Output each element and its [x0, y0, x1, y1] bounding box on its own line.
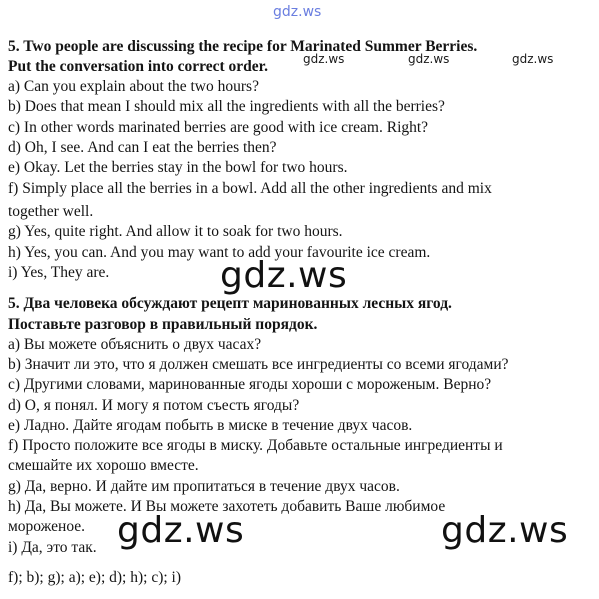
russian-item: мороженое. [8, 518, 86, 535]
english-item: e) Okay. Let the berries stay in the bowl for two hours. [8, 159, 348, 176]
russian-heading-line2: Поставьте разговор в правильный порядок. [8, 316, 318, 333]
english-item: c) In other words marinated berries are good with ice cream. Right? [8, 119, 429, 136]
english-heading-line2: Put the conversation into correct order. [8, 58, 268, 75]
english-heading-line1: 5. Two people are discussing the recipe for Marinated Summer Berries. [8, 38, 478, 55]
english-item: f) Simply place all the berries in a bowl. Add all the other ingredients and mix [8, 180, 492, 197]
english-item: g) Yes, quite right. And allow it to soak for two hours. [8, 223, 343, 240]
russian-item: смешайте их хорошо вместе. [8, 457, 199, 474]
russian-item: i) Да, это так. [8, 539, 97, 556]
english-item: a) Can you explain about the two hours? [8, 78, 259, 95]
russian-item: b) Значит ли это, что я должен смешать все ингредиенты со всеми ягодами? [8, 356, 509, 373]
watermark-top: gdz.ws [273, 4, 322, 20]
russian-heading-line1: 5. Два человека обсуждают рецепт маринованных лесных ягод. [8, 295, 452, 312]
watermark-big: gdz.ws [441, 510, 569, 551]
watermark-small: gdz.ws [512, 52, 554, 66]
russian-item: g) Да, верно. И дайте им пропитаться в течение двух часов. [8, 478, 400, 495]
russian-item: c) Другими словами, маринованные ягоды хороши с мороженым. Верно? [8, 376, 492, 393]
watermark-small: gdz.ws [408, 52, 450, 66]
english-item: d) Oh, I see. And can I eat the berries then? [8, 139, 277, 156]
watermark-big: gdz.ws [220, 255, 348, 296]
russian-item: e) Ладно. Дайте ягодам побыть в миске в течение двух часов. [8, 417, 413, 434]
russian-item: a) Вы можете объяснить о двух часах? [8, 336, 262, 353]
english-item: together well. [8, 203, 94, 220]
english-item: b) Does that mean I should mix all the ingredients with all the berries? [8, 98, 445, 115]
english-item: h) Yes, you can. And you may want to add your favourite ice cream. [8, 244, 431, 261]
answer-sequence: f); b); g); a); e); d); h); c); i) [8, 569, 182, 586]
russian-item: d) О, я понял. И могу я потом съесть ягоды? [8, 397, 300, 414]
english-item: i) Yes, They are. [8, 264, 110, 281]
russian-item: h) Да, Вы можете. И Вы можете захотеть добавить Ваше любимое [8, 498, 446, 515]
watermark-big: gdz.ws [117, 510, 245, 551]
russian-item: f) Просто положите все ягоды в миску. Добавьте остальные ингредиенты и [8, 437, 503, 454]
watermark-small: gdz.ws [303, 52, 345, 66]
